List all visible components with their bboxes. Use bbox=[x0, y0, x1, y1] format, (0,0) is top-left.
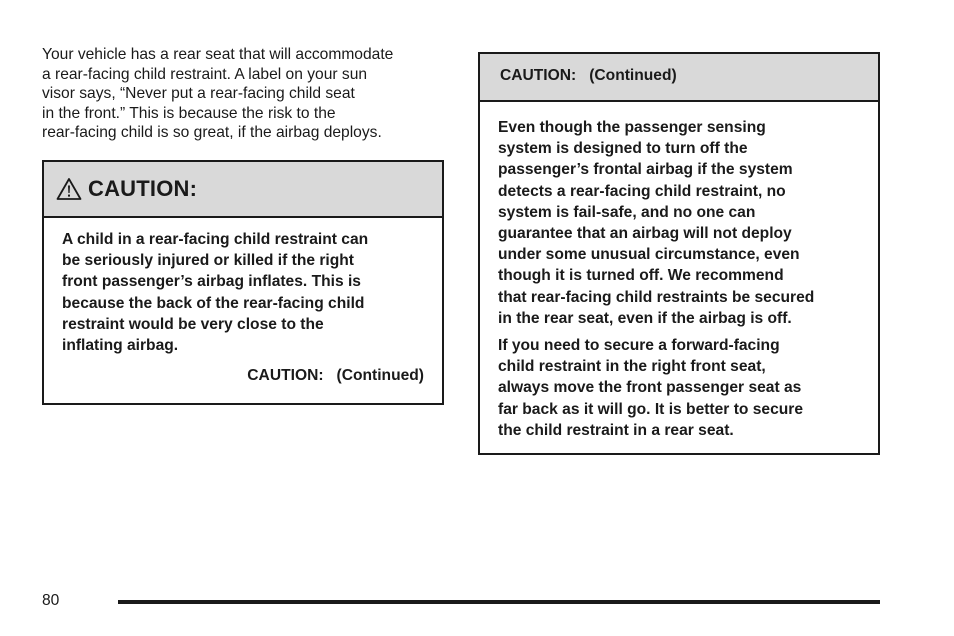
intro-line: a rear-facing child restraint. A label on your sun bbox=[42, 65, 368, 83]
intro-line: rear-facing child is so great, if the airbag deploys. bbox=[42, 124, 382, 141]
caution-body-line: system is designed to turn off the bbox=[498, 140, 748, 158]
footer-rule bbox=[118, 600, 880, 604]
caution-body-line: front passenger’s airbag inflates. This is bbox=[62, 273, 361, 291]
caution-body-line: that rear-facing child restraints be secured bbox=[498, 288, 815, 306]
caution-body-line: passenger’s frontal airbag if the system bbox=[498, 161, 793, 179]
intro-line: in the front.” This is because the risk to the bbox=[42, 104, 336, 122]
intro-line: visor says, “Never put a rear-facing child seat bbox=[42, 85, 355, 102]
caution-paragraph-2 bbox=[498, 335, 860, 441]
caution-body-line: restraint would be very close to the bbox=[62, 315, 324, 333]
page-number: 80 bbox=[42, 592, 60, 609]
caution-continued-header-text: CAUTION: (Continued) bbox=[500, 67, 677, 84]
intro-line: Your vehicle has a rear seat that will accommodate bbox=[42, 46, 394, 63]
caution-title-text: CAUTION: bbox=[88, 176, 198, 201]
intro-paragraph bbox=[42, 45, 452, 143]
caution-box bbox=[42, 160, 444, 405]
caution-continued-box bbox=[478, 52, 880, 455]
caution-body-line: in the rear seat, even if the airbag is off. bbox=[498, 309, 792, 327]
caution-title bbox=[56, 176, 197, 202]
caution-body-line: always move the front passenger seat as bbox=[498, 379, 802, 397]
caution-body-line: detects a rear-facing child restraint, no bbox=[498, 182, 786, 200]
caution-header bbox=[44, 162, 442, 218]
caution-continued-header bbox=[480, 54, 878, 102]
caution-body-line: child restraint in the right front seat, bbox=[498, 358, 766, 376]
caution-body-line: system is fail-safe, and no one can bbox=[498, 203, 756, 221]
caution-body-line: guarantee that an airbag will not deploy bbox=[498, 225, 792, 243]
caution-continued-label: CAUTION: (Continued) bbox=[247, 367, 424, 385]
caution-continued-body bbox=[480, 102, 878, 441]
caution-body bbox=[44, 218, 442, 386]
caution-body-line: A child in a rear-facing child restraint can bbox=[62, 231, 369, 248]
caution-body-line: Even though the passenger sensing bbox=[498, 119, 766, 136]
warning-triangle-icon bbox=[56, 177, 82, 201]
caution-body-line: under some unusual circumstance, even bbox=[498, 246, 800, 264]
caution-body-line: though it is turned off. We recommend bbox=[498, 267, 784, 285]
caution-body-line: inflating airbag. bbox=[62, 337, 179, 355]
caution-body-line: If you need to secure a forward-facing bbox=[498, 337, 780, 355]
caution-body-line: far back as it will go. It is better to secure bbox=[498, 400, 804, 418]
caution-paragraph-1 bbox=[498, 117, 860, 329]
caution-body-line: because the back of the rear-facing child bbox=[62, 294, 365, 312]
caution-body-line: the child restraint in a rear seat. bbox=[498, 421, 734, 439]
caution-body-line: be seriously injured or killed if the right bbox=[62, 252, 355, 270]
